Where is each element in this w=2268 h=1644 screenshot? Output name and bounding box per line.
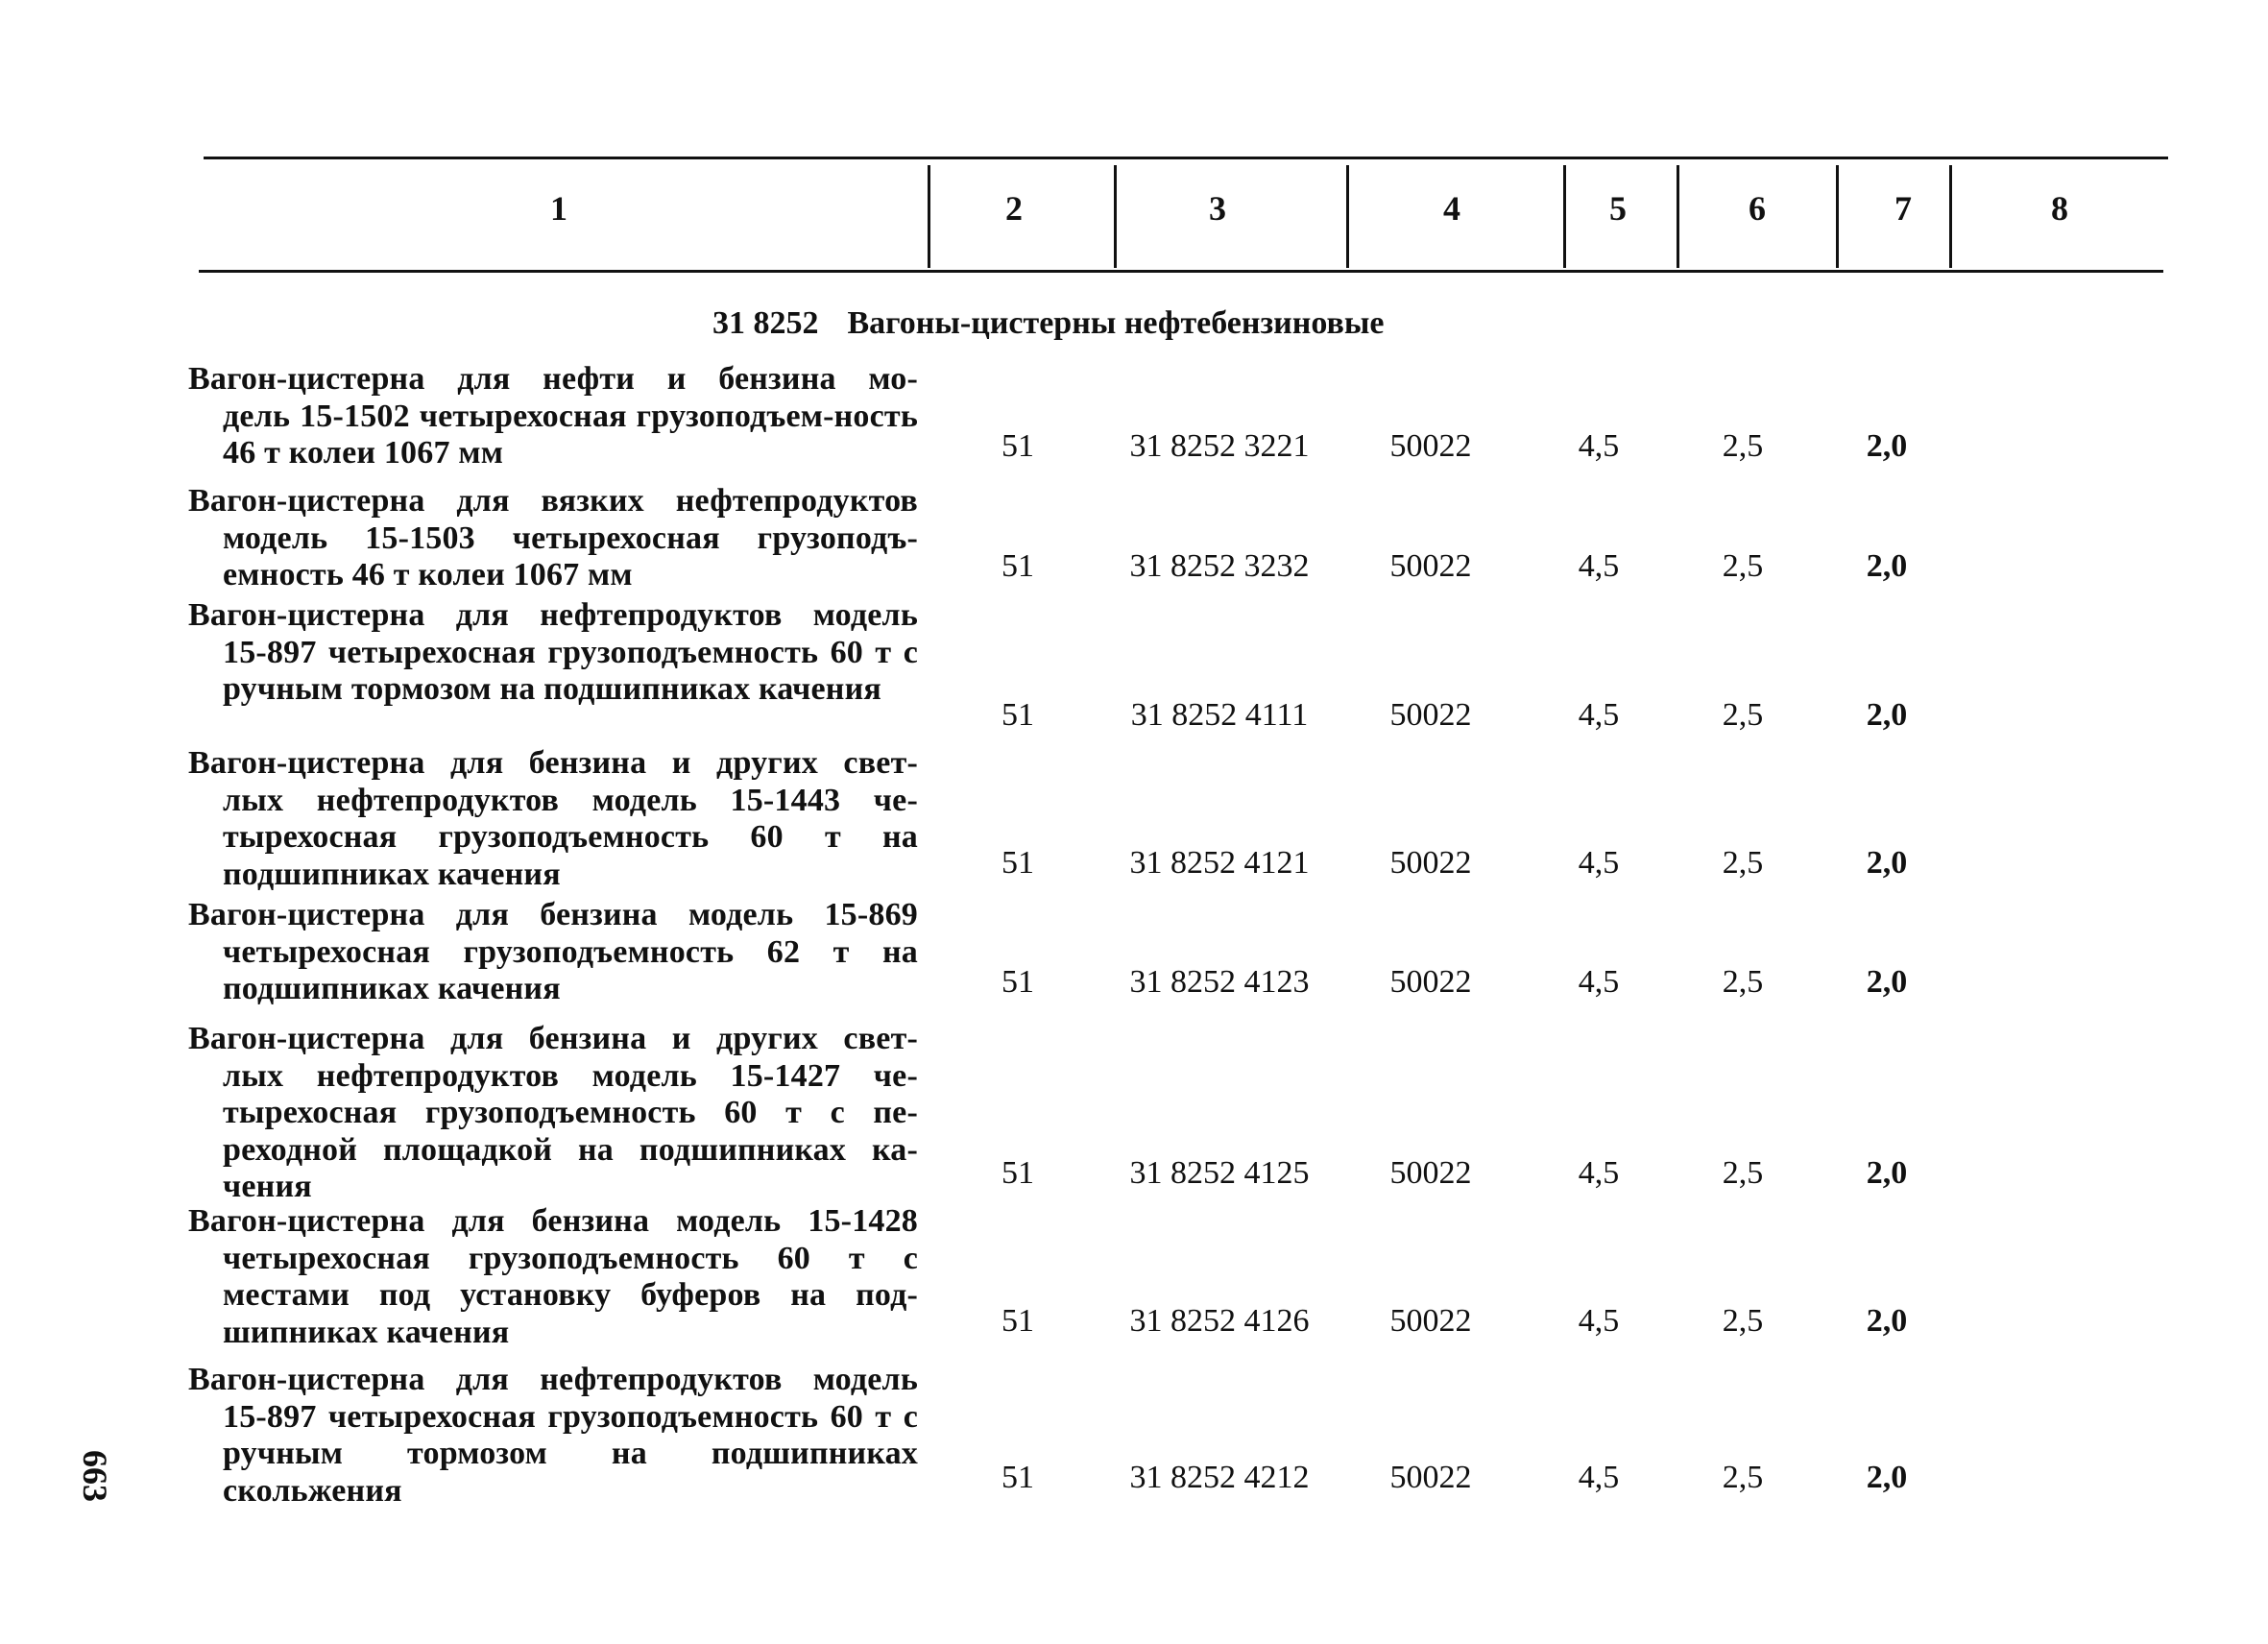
cell-col2: 51 [1001, 1303, 1034, 1339]
cell-col5: 4,5 [1578, 548, 1620, 584]
cell-col2: 51 [1001, 697, 1034, 733]
cell-col5: 4,5 [1578, 1155, 1620, 1191]
cell-col6: 2,5 [1722, 845, 1764, 881]
cell-col6: 2,5 [1722, 1460, 1764, 1495]
cell-col4: 50022 [1389, 964, 1472, 1000]
cell-col6: 2,5 [1722, 964, 1764, 1000]
row-description: Вагон-цистерна для бензина и других свет- лых нефтепродуктов модель 15-1443 че-тырехосная грузоподъемность 60 т на подшипниках качения [188, 745, 918, 892]
cell-col2: 51 [1001, 428, 1034, 464]
header-column-2: 2 [1005, 189, 1023, 228]
cell-col3: 31 8252 3232 [1129, 548, 1310, 584]
cell-col4: 50022 [1389, 697, 1472, 733]
section-heading [712, 305, 1384, 342]
cell-col2: 51 [1001, 548, 1034, 584]
cell-col4: 50022 [1389, 1155, 1472, 1191]
header-column-5: 5 [1609, 189, 1627, 228]
column-separator [1563, 165, 1566, 268]
row-description: Вагон-цистерна для бензина модель 15-1428 четырехосная грузоподъемность 60 т с местами под установку буферов на под-шипниках качения [188, 1203, 918, 1350]
header-column-1: 1 [550, 189, 567, 228]
header-column-8: 8 [2051, 189, 2068, 228]
table-top-rule [204, 157, 2168, 159]
cell-col6: 2,5 [1722, 1155, 1764, 1191]
cell-col4: 50022 [1389, 548, 1472, 584]
row-description: Вагон-цистерна для бензина модель 15-869 четырехосная грузоподъемность 62 т на подшипниках качения [188, 897, 918, 1006]
cell-col4: 50022 [1389, 845, 1472, 881]
column-separator [1114, 165, 1117, 268]
header-column-7: 7 [1894, 189, 1912, 228]
column-separator [1677, 165, 1679, 268]
header-column-6: 6 [1749, 189, 1766, 228]
cell-col3: 31 8252 4121 [1129, 845, 1310, 881]
cell-col7: 2,0 [1866, 1155, 1908, 1191]
cell-col5: 4,5 [1578, 1460, 1620, 1495]
row-description: Вагон-цистерна для нефтепродуктов модель 15-897 четырехосная грузоподъемность 60 т с ручным тормозом на подшипниках скольжения [188, 1362, 918, 1509]
cell-col7: 2,0 [1866, 1303, 1908, 1339]
cell-col3: 31 8252 4126 [1129, 1303, 1310, 1339]
cell-col3: 31 8252 4123 [1129, 964, 1310, 1000]
column-separator [1836, 165, 1839, 268]
cell-col2: 51 [1001, 845, 1034, 881]
section-title: Вагоны-цистерны нефтебензиновые [847, 305, 1385, 341]
column-separator [1949, 165, 1952, 268]
cell-col2: 51 [1001, 1155, 1034, 1191]
cell-col7: 2,0 [1866, 697, 1908, 733]
row-description: Вагон-цистерна для нефтепродуктов модель 15-897 четырехосная грузоподъемность 60 т с ручным тормозом на подшипниках качения [188, 597, 918, 707]
header-column-3: 3 [1209, 189, 1226, 228]
column-separator [928, 165, 930, 268]
row-description: Вагон-цистерна для вязких нефтепродуктов модель 15-1503 четырехосная грузоподъ-емность 46 т колеи 1067 мм [188, 483, 918, 592]
section-code: 31 8252 [712, 305, 819, 341]
cell-col5: 4,5 [1578, 428, 1620, 464]
cell-col6: 2,5 [1722, 697, 1764, 733]
cell-col7: 2,0 [1866, 428, 1908, 464]
row-description: Вагон-цистерна для бензина и других свет- лых нефтепродуктов модель 15-1427 че-тырехосная грузоподъемность 60 т с пе-реходной площадкой на подшипниках ка-чения [188, 1021, 918, 1204]
column-separator [1346, 165, 1349, 268]
cell-col5: 4,5 [1578, 964, 1620, 1000]
row-description: Вагон-цистерна для нефти и бензина мо- дель 15-1502 четырехосная грузоподъем-ность 46 т колеи 1067 мм [188, 361, 918, 471]
table-header-rule [199, 270, 2163, 273]
cell-col7: 2,0 [1866, 845, 1908, 881]
cell-col7: 2,0 [1866, 548, 1908, 584]
cell-col7: 2,0 [1866, 964, 1908, 1000]
cell-col4: 50022 [1389, 1303, 1472, 1339]
page-number: 663 [76, 1450, 114, 1502]
cell-col3: 31 8252 4111 [1130, 697, 1309, 733]
cell-col5: 4,5 [1578, 697, 1620, 733]
cell-col3: 31 8252 4212 [1129, 1460, 1310, 1495]
cell-col2: 51 [1001, 964, 1034, 1000]
cell-col5: 4,5 [1578, 1303, 1620, 1339]
cell-col4: 50022 [1389, 428, 1472, 464]
cell-col5: 4,5 [1578, 845, 1620, 881]
cell-col2: 51 [1001, 1460, 1034, 1495]
cell-col6: 2,5 [1722, 1303, 1764, 1339]
cell-col3: 31 8252 4125 [1129, 1155, 1310, 1191]
cell-col4: 50022 [1389, 1460, 1472, 1495]
cell-col7: 2,0 [1866, 1460, 1908, 1495]
cell-col3: 31 8252 3221 [1129, 428, 1310, 464]
cell-col6: 2,5 [1722, 548, 1764, 584]
cell-col6: 2,5 [1722, 428, 1764, 464]
header-column-4: 4 [1443, 189, 1460, 228]
